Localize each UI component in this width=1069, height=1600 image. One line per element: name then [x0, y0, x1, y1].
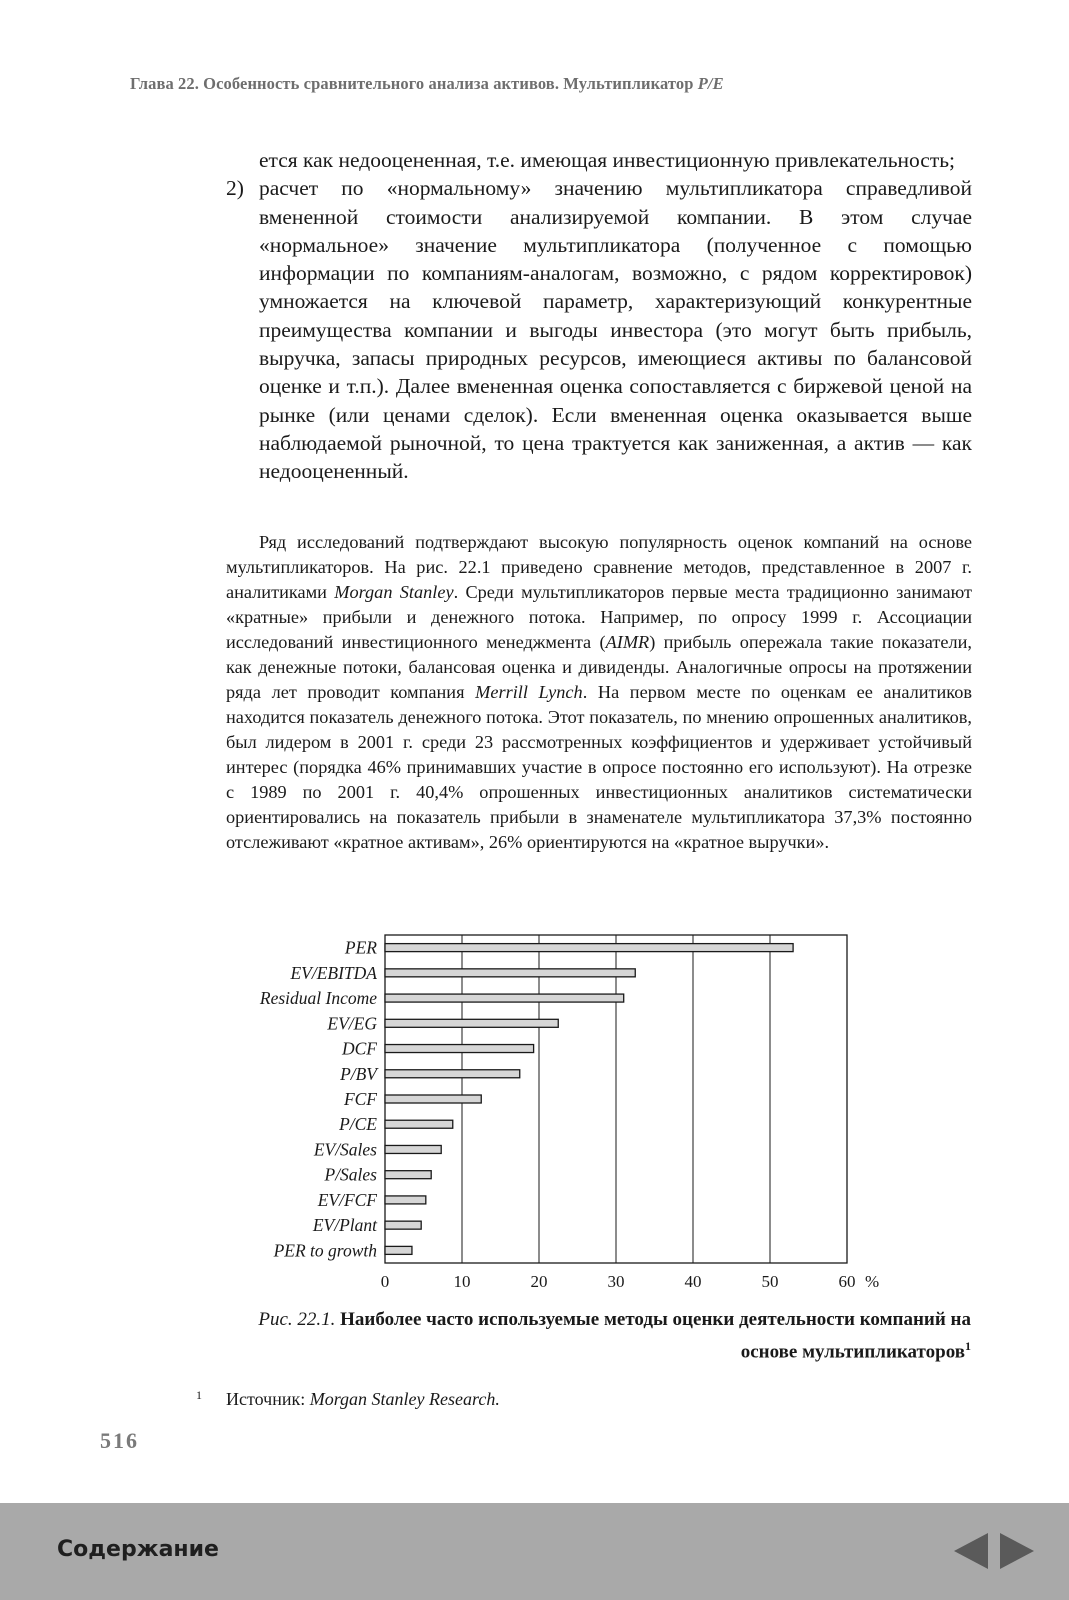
category-label: P/BV	[340, 1063, 377, 1084]
category-label: DCF	[342, 1038, 377, 1059]
bar	[385, 1246, 412, 1254]
para-part-1: Ряд исследований подтверждают высокую популярность оценок компаний на основе мультипликаторов. На рис. 22.1 приведено сравнение методов, представленное в 2007 г. аналитиками	[226, 532, 972, 602]
running-head-text: Глава 22. Особенность сравнительного анализа активов. Мультипликатор	[130, 74, 698, 93]
caption-footnote-ref: 1	[965, 1339, 971, 1353]
footnote-text: Источник:	[226, 1389, 310, 1409]
figure-caption	[240, 1306, 971, 1365]
category-label: EV/Sales	[313, 1139, 377, 1160]
footnote-source: Morgan Stanley Research.	[309, 1389, 500, 1409]
body-paragraph	[226, 530, 972, 855]
category-label: PER to growth	[273, 1240, 377, 1261]
bar	[385, 1221, 421, 1229]
para-part-2: . Среди мультипликаторов первые места традиционно занимают «кратные» прибыли и денежного потока. Например, по опросу 1999 г. Ассоциации исследований инвестиционного менеджмента (	[226, 582, 972, 652]
category-label: PER	[344, 937, 377, 958]
bar	[385, 994, 624, 1002]
list-item-1-continuation: ется как недооцененная, т.е. имеющая инвестиционную привлекательность;	[259, 148, 956, 172]
bottom-nav-bar	[0, 1503, 1069, 1600]
bar	[385, 1070, 520, 1078]
bar	[385, 1120, 453, 1128]
page-number: 516	[100, 1428, 139, 1453]
running-head	[130, 74, 970, 94]
para-merrill-lynch: Merrill Lynch	[475, 682, 583, 702]
category-label: P/Sales	[324, 1164, 377, 1185]
para-aimr: AIMR	[605, 632, 650, 652]
footnote	[196, 1388, 956, 1410]
triangle-right-icon	[994, 1529, 1038, 1573]
list-item-2-number: 2)	[226, 176, 244, 201]
running-head-pe: P/E	[697, 74, 724, 93]
tick-label: 40	[684, 1272, 702, 1291]
para-part-4: . На первом месте по оценкам ее аналитиков находится показатель денежного потока. Этот показатель, по мнению опрошенных аналитиков, был лидером в 2001 г. среди 23 рассмотренных коэффициентов и удерживает устойчивый интерес (порядка 46% принимавших участие в опросе постоянно его используют). На отрезке с 1989 по 2001 г. 40,4% опрошенных инвестиционных аналитиков систематически ориентировались на показатель прибыли в знаменателе мультипликатора 37,3% постоянно отслеживают «кратное активам», 26% ориентируются на «кратное выручки».	[226, 682, 973, 852]
category-label: Residual Income	[259, 988, 377, 1009]
unit-label: %	[865, 1272, 880, 1291]
category-label: FCF	[343, 1089, 377, 1109]
footnote-mark: 1	[196, 1388, 202, 1402]
bar	[385, 1095, 481, 1103]
bar	[385, 1171, 431, 1179]
triangle-left-icon	[950, 1529, 994, 1573]
list-item-2-text: расчет по «нормальному» значению мультипликатора справедливой вмененной стоимости анализируемой компании. В этом случае «нормальное» значение мультипликатора (полученное с помощью информации по компаниям-аналогам, возможно, с рядом корректировок) умножается на ключевой параметр, характеризующий конкурентные преимущества компании и выгоды инвестора (это могут быть прибыль, выручка, запасы природных ресурсов, имеющиеся активы по балансовой оценке и т.п.). Далее вмененная оценка сопоставляется с биржевой ценой на рынке (или ценами сделок). Если вмененная оценка оказывается выше наблюдаемой рыночной, то цена трактуется как заниженная, а актив — как недооцененный.	[259, 176, 972, 484]
caption-prefix: Рис. 22.1.	[258, 1309, 336, 1330]
tick-label: 60	[838, 1272, 856, 1291]
list-item-2	[226, 174, 972, 485]
numbered-list	[226, 146, 972, 486]
prev-page-button[interactable]	[950, 1529, 994, 1573]
tick-label: 0	[380, 1272, 390, 1291]
category-label: P/CE	[339, 1114, 377, 1135]
bar	[385, 1045, 534, 1053]
caption-title: Наиболее часто используемые методы оценки деятельности компаний на основе мультипликаторов	[340, 1309, 971, 1363]
bar	[385, 1196, 426, 1204]
para-part-3: ) прибыль опережала такие показатели, как денежные потоки, балансовая оценка и дивиденды. Аналогичные опросы на протяжении ряда лет проводит компания	[226, 632, 972, 702]
category-label: EV/EG	[327, 1013, 377, 1034]
tick-label: 30	[607, 1272, 625, 1291]
tick-label: 50	[761, 1272, 779, 1291]
category-label: EV/EBITDA	[290, 962, 377, 983]
category-label: EV/FCF	[317, 1189, 377, 1210]
toc-link[interactable]: Содержание	[57, 1537, 219, 1562]
next-page-button[interactable]	[994, 1529, 1038, 1573]
bar-chart	[250, 926, 900, 1296]
bar	[385, 1145, 441, 1153]
para-morgan-stanley: Morgan Stanley	[334, 582, 454, 602]
bar	[385, 969, 635, 977]
bar	[385, 944, 793, 952]
category-label: EV/Plant	[312, 1215, 377, 1236]
tick-label: 10	[453, 1272, 471, 1291]
bar	[385, 1019, 558, 1027]
tick-label: 20	[530, 1272, 548, 1291]
